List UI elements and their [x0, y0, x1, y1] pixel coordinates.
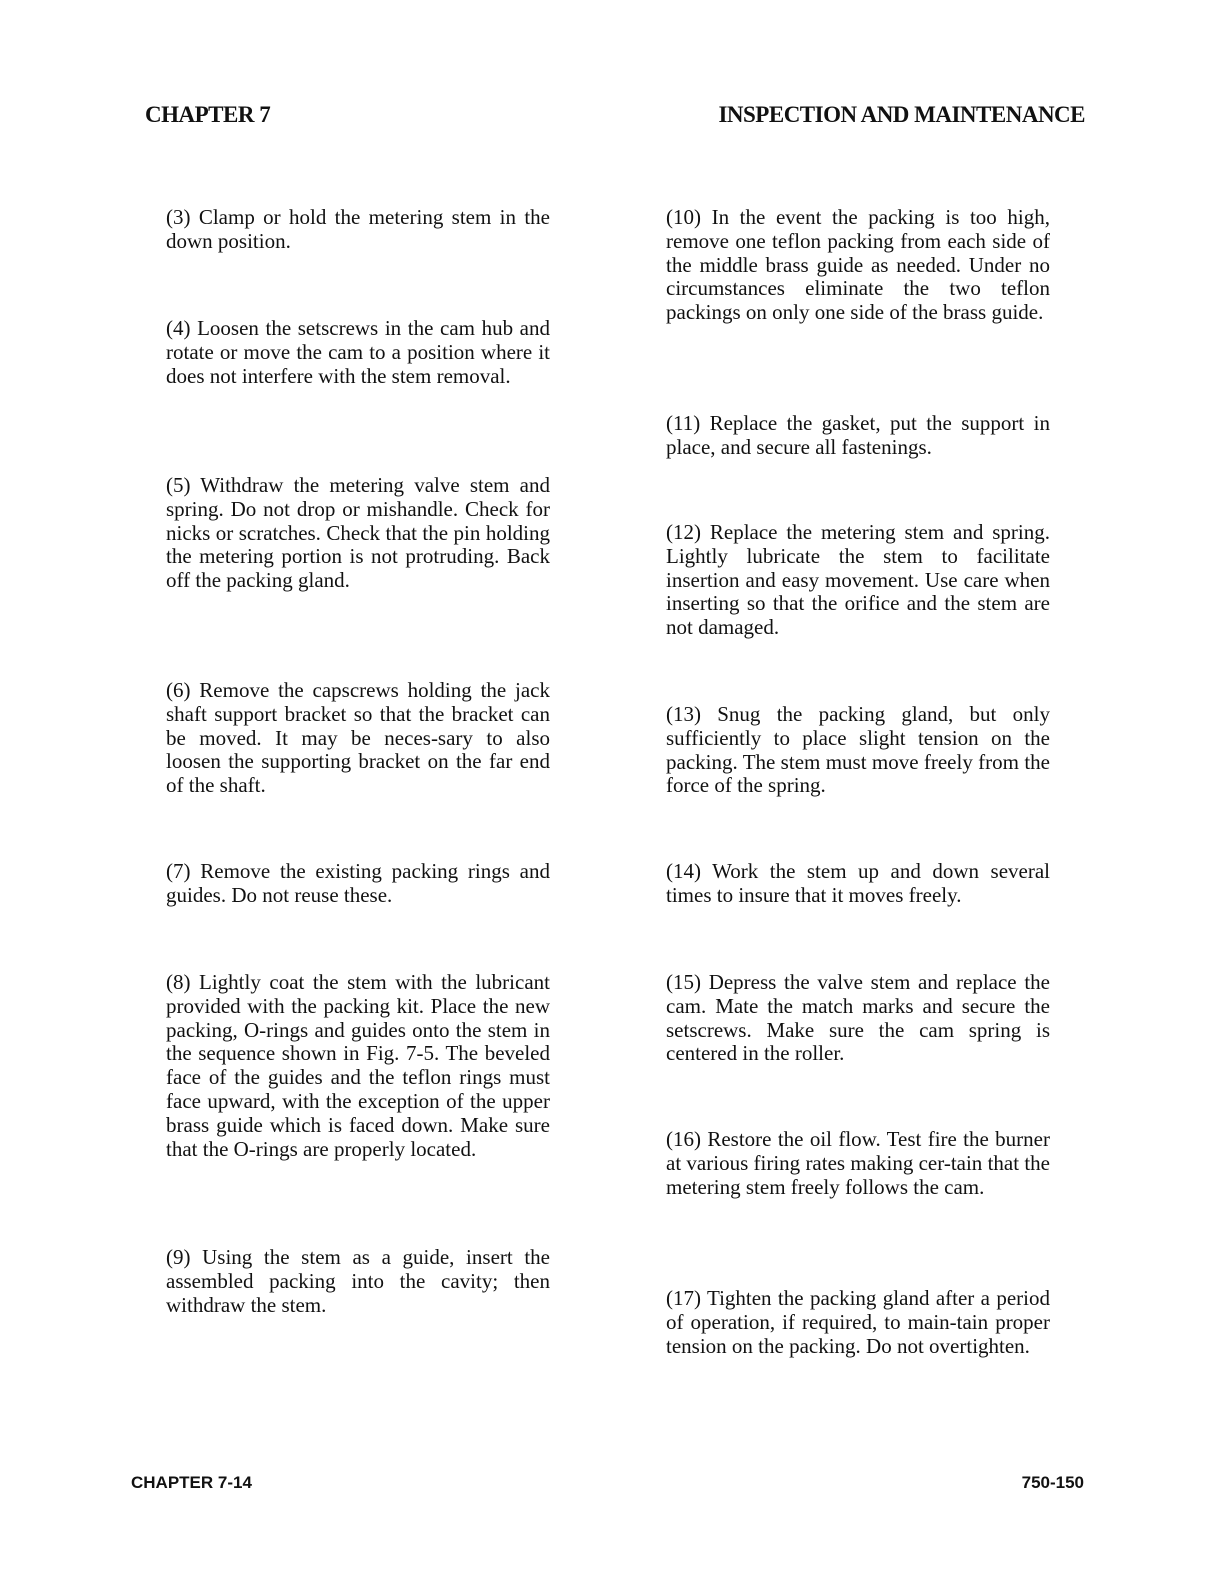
step-10-paragraph: (10) In the event the packing is too high, remove one teflon packing from each side of the middle brass guide as needed. Under no circumstances eliminate the two teflon packings on only one side of the brass guide.: [666, 205, 1050, 325]
step-7-paragraph: (7) Remove the existing packing rings and guides. Do not reuse these.: [166, 859, 550, 907]
step-14-paragraph: (14) Work the stem up and down several times to insure that it moves freely.: [666, 859, 1050, 907]
step-6-paragraph: (6) Remove the capscrews holding the jack shaft support bracket so that the bracket can be moved. It may be neces-sary to also loosen the supporting bracket on the far end of the shaft.: [166, 678, 550, 798]
step-4-paragraph: (4) Loosen the setscrews in the cam hub and rotate or move the cam to a position where it does not interfere with the stem removal.: [166, 316, 550, 388]
step-15-paragraph: (15) Depress the valve stem and replace the cam. Mate the match marks and secure the setscrews. Make sure the cam spring is centered in the roller.: [666, 970, 1050, 1066]
section-title: INSPECTION AND MAINTENANCE: [718, 102, 1085, 127]
step-13-paragraph: (13) Snug the packing gland, but only sufficiently to place slight tension on the packing. The stem must move freely from the force of the spring.: [666, 702, 1050, 798]
step-16-paragraph: (16) Restore the oil flow. Test fire the burner at various firing rates making cer-tain that the metering stem freely follows the cam.: [666, 1127, 1050, 1199]
step-8-paragraph: (8) Lightly coat the stem with the lubricant provided with the packing kit. Place the new packing, O-rings and guides onto the stem in the sequence shown in Fig. 7-5. The beveled face of the guides and the teflon rings must face upward, with the exception of the upper brass guide which is faced down. Make sure that the O-rings are properly located.: [166, 970, 550, 1161]
step-17-paragraph: (17) Tighten the packing gland after a period of operation, if required, to main-tain proper tension on the packing. Do not overtighten.: [666, 1286, 1050, 1358]
footer-page-label: CHAPTER 7-14: [131, 1473, 252, 1492]
step-5-paragraph: (5) Withdraw the metering valve stem and spring. Do not drop or mishandle. Check for nicks or scratches. Check that the pin holding the metering portion is not protruding. Back off the packing gland.: [166, 473, 550, 593]
footer-doc-number: 750-150: [1021, 1473, 1084, 1492]
step-11-paragraph: (11) Replace the gasket, put the support in place, and secure all fastenings.: [666, 411, 1050, 459]
chapter-header: CHAPTER 7: [145, 102, 271, 127]
step-3-paragraph: (3) Clamp or hold the metering stem in the down position.: [166, 205, 550, 253]
step-9-paragraph: (9) Using the stem as a guide, insert the assembled packing into the cavity; then withdraw the stem.: [166, 1245, 550, 1317]
step-12-paragraph: (12) Replace the metering stem and spring. Lightly lubricate the stem to facilitate insertion and easy movement. Use care when inserting so that the orifice and the stem are not damaged.: [666, 520, 1050, 640]
